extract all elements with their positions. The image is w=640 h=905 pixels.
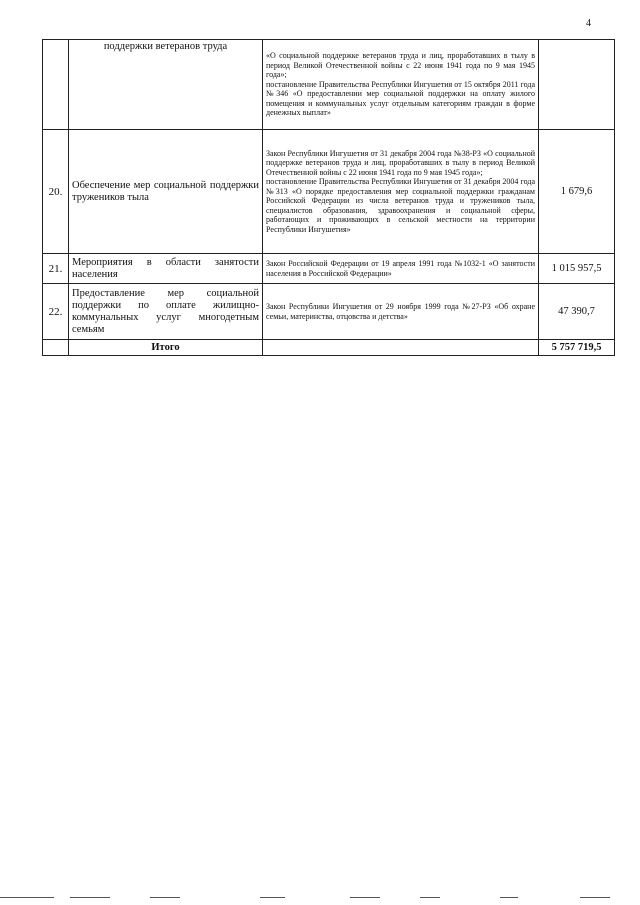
total-row	[43, 340, 615, 356]
legal-basis-line: Закон Республики Ингушетия от 29 ноября 1999 года №27-РЗ «Об охране семьи, материнства, отцовства и детства»	[266, 302, 535, 321]
legal-basis	[263, 130, 539, 254]
legal-basis	[263, 284, 539, 340]
legal-basis-line: Закон Республики Ингушетия от 31 декабря 2004 года №38-РЗ «О социальной поддержке ветеранов труда и лиц, проработавших в тылу в период Великой Отечественной войны с 22 июня 1941 года по 9 мая 1945 года»;	[266, 148, 535, 177]
legal-basis-line: постановление Правительства Республики Ингушетия от 15 октября 2011 года №346 «О предоставлении мер социальной поддержки на оплату жилого помещения и коммунальных услуг отдельным категориям граждан в форме денежных выплат»	[266, 79, 535, 118]
scan-artifacts	[0, 897, 640, 901]
row-number: 21.	[43, 254, 69, 284]
page-number: 4	[586, 18, 591, 29]
table-row	[43, 254, 615, 284]
total-label: Итого	[69, 340, 263, 356]
total-empty-cell	[43, 340, 69, 356]
table-row	[43, 130, 615, 254]
row-number	[43, 40, 69, 130]
row-number: 22.	[43, 284, 69, 340]
legal-basis-line: Закон Российской Федерации от 19 апреля 1991 года №1032-1 «О занятости населения в Российской Федерации»	[266, 259, 535, 278]
total-amount: 5 757 719,5	[539, 340, 615, 356]
legal-basis	[263, 40, 539, 130]
measure-name: поддержки ветеранов труда	[69, 40, 263, 130]
legal-basis-line: постановление Правительства Республики Ингушетия от 31 декабря 2004 года №313 «О порядке предоставления мер социальной поддержки гражданам Российской Федерации из числа ветеранов труда и тружеников тыла, специалистов образования, здравоохранения и социальной сферы, работающих и проживающих в сельской местности на территории Республики Ингушетия»	[266, 177, 535, 234]
amount: 1 015 957,5	[539, 254, 615, 284]
table-row	[43, 284, 615, 340]
legal-basis-line: «О социальной поддержке ветеранов труда и лиц, проработавших в тылу в период Великой Отечественной войны с 22 июня 1941 года по 9 мая 1945 года»;	[266, 51, 535, 80]
row-number: 20.	[43, 130, 69, 254]
legal-basis	[263, 254, 539, 284]
budget-table	[42, 39, 615, 356]
total-empty-cell	[263, 340, 539, 356]
amount: 1 679,6	[539, 130, 615, 254]
measure-name: Обеспечение мер социальной поддержки тружеников тыла	[69, 130, 263, 254]
measure-name: Мероприятия в области занятости населения	[69, 254, 263, 284]
amount: 47 390,7	[539, 284, 615, 340]
table-row	[43, 40, 615, 130]
amount	[539, 40, 615, 130]
measure-name: Предоставление мер социальной поддержки по оплате жилищно-коммунальных услуг многодетным семьям	[69, 284, 263, 340]
